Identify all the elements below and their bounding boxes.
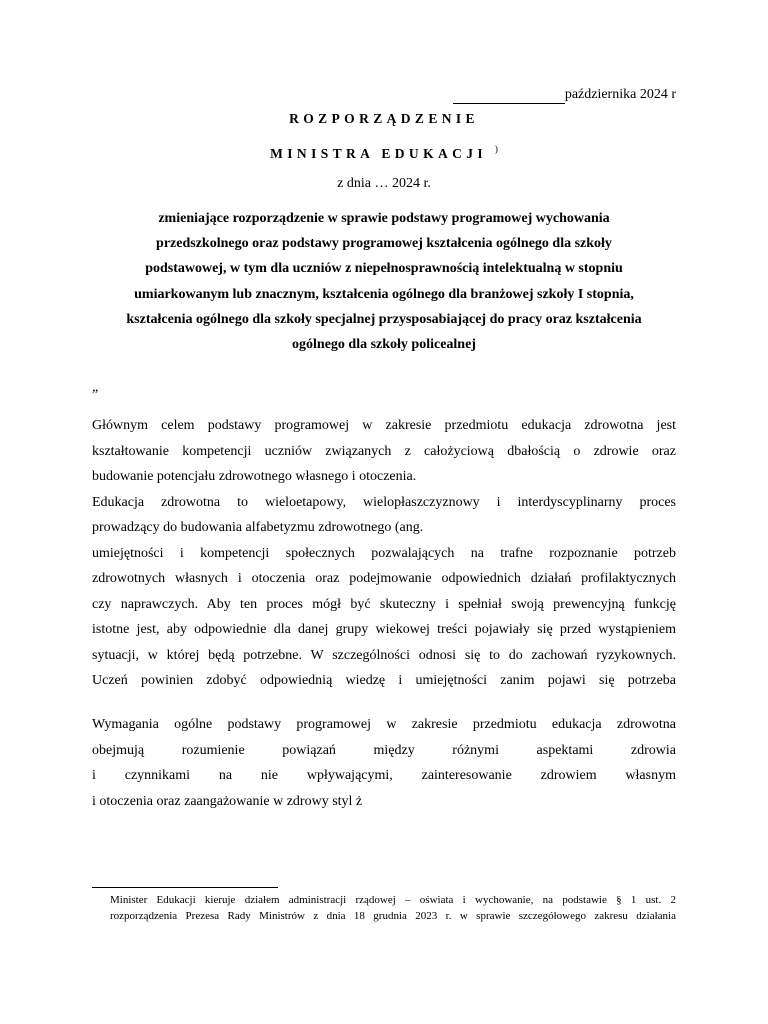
body-paragraph-2 <box>92 712 676 814</box>
footnote-line: rozporządzenia Prezesa Rady Ministrów z dnia 18 grudnia 2023 r. w sprawie szczegółowego zakresu działania <box>110 909 676 922</box>
body-line: sytuacji, w której będą potrzebne. W szczególności odnosi się to do zachowań ryzykownych. <box>92 647 676 663</box>
issuing-authority <box>0 144 768 162</box>
footnote-line: Minister Edukacji kieruje działem administracji rządowej – oświata i wychowanie, na podstawie § 1 ust. 2 <box>110 894 676 906</box>
body-line: Edukacja zdrowotna to wieloetapowy, wielopłaszczyznowy i interdyscyplinarny proces <box>92 494 676 510</box>
subject-line: kształcenia ogólnego dla szkoły specjalnej przysposabiającej do pracy oraz kształcenia <box>126 311 642 327</box>
body-paragraph-1 <box>92 413 676 694</box>
subject-line: ogólnego dla szkoły policealnej <box>292 337 476 353</box>
body-line: Głównym celem podstawy programowej w zakresie przedmiotu edukacja zdrowotna jest <box>92 418 676 433</box>
body-line: i otoczenia oraz zaangażowanie w zdrowy styl ż <box>92 793 363 809</box>
body-line: i czynnikami na nie wpływającymi, zainteresowanie zdrowiem własnym <box>92 768 676 783</box>
document-subject <box>92 206 676 357</box>
date-text: października 2024 r <box>564 87 676 102</box>
footnote <box>110 893 676 924</box>
body-line: kształtowanie kompetencji uczniów związanych z całożyciową dbałością o zdrowie oraz <box>92 443 676 459</box>
date-blank-underline <box>453 87 565 104</box>
body-line: umiejętności i kompetencji społecznych pozwalających na trafne rozpoznanie potrzeb <box>92 545 676 561</box>
subject-line: zmieniające rozporządzenie w sprawie podstawy programowej wychowania <box>158 211 610 226</box>
date-line <box>453 86 676 104</box>
footnote-marker: ) <box>494 144 498 154</box>
issuing-authority-text: MINISTRA EDUKACJI <box>270 146 488 161</box>
body-line: obejmują rozumienie powiązań między różnymi aspektami zdrowia <box>92 742 676 758</box>
document-title: ROZPORZĄDZENIE <box>289 111 479 126</box>
body-line: istotne jest, aby odpowiednie dla danej grupy wiekowej treści pojawiały się przed wystąpieniem <box>92 622 676 637</box>
subject-line: umiarkowanym lub znacznym, kształcenia ogólnego dla branżowej szkoły I stopnia, <box>134 286 634 302</box>
footnote-separator <box>92 887 278 888</box>
body-line: zdrowotnych własnych i otoczenia oraz podejmowanie odpowiednich działań profilaktycznych <box>92 571 676 586</box>
opening-quote-mark: „ <box>92 380 99 395</box>
body-line: czy naprawczych. Aby ten proces mógł być skuteczny i spełniał swoją prewencyjną funkcję <box>92 596 676 612</box>
subject-line: przedszkolnego oraz podstawy programowej kształcenia ogólnego dla szkoły <box>156 236 612 252</box>
document-date: z dnia … 2024 r. <box>337 176 431 191</box>
subject-line: podstawowej, w tym dla uczniów z niepełnosprawnością intelektualną w stopniu <box>145 261 623 277</box>
body-line: Wymagania ogólne podstawy programowej w zakresie przedmiotu edukacja zdrowotna <box>92 717 676 732</box>
body-line: budowanie potencjału zdrowotnego własnego i otoczenia. <box>92 469 417 484</box>
body-line: prowadzący do budowania alfabetyzmu zdrowotnego (ang. <box>92 520 424 535</box>
body-line: Uczeń powinien zdobyć odpowiednią wiedzę i umiejętności zanim pojawi się potrzeba <box>92 673 676 688</box>
